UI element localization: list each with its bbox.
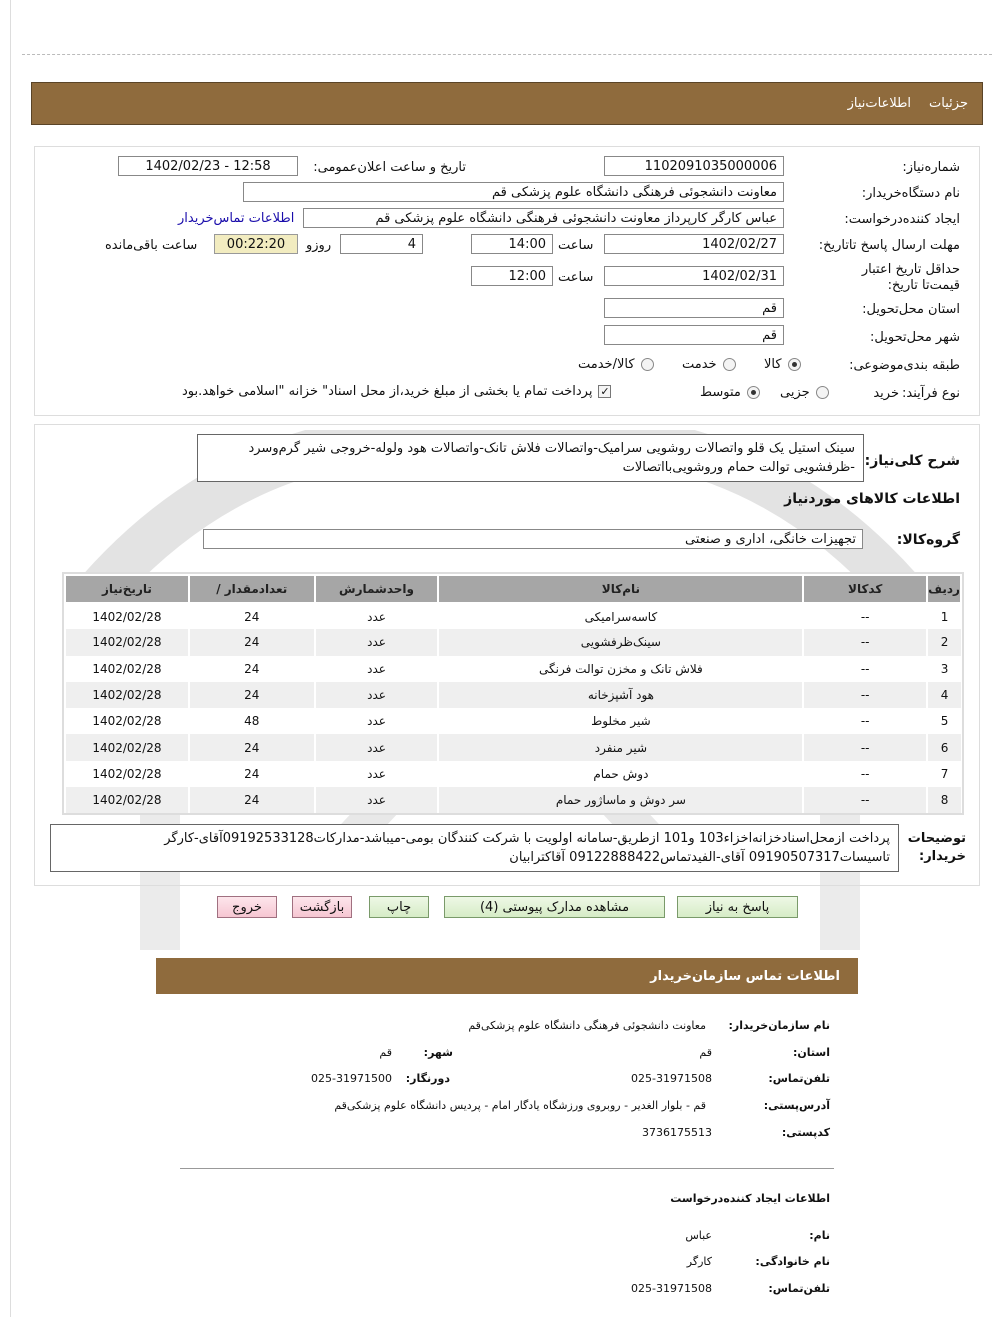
remaining-timer: 00:22:20 <box>214 234 298 254</box>
quantity: 24 <box>189 734 315 760</box>
item-code: -- <box>803 656 927 682</box>
unit: عدد <box>315 629 439 655</box>
province-contact-label: استان: <box>793 1046 830 1059</box>
category-option-both: کالا/خدمت <box>578 357 635 372</box>
summary-text: سینک استیل یک قلو واتصالات روشویی سرامیک-واتصالات فلاش تانک-واتصالات هود ولوله-خروجی شیر گرم‌وسرد -ظرفشویی توالت حمام وروشویی‌با‌اتصالات <box>248 441 855 475</box>
goods-table-wrap <box>62 572 964 815</box>
postal-label: کد‌پستی: <box>781 1126 830 1139</box>
summary-label: شرح کلی‌نیاز: <box>864 453 960 469</box>
unit: عدد <box>315 656 439 682</box>
quantity: 24 <box>189 787 315 813</box>
row-number: 5 <box>927 708 961 734</box>
buyer-field: معاونت دانشجوئی فرهنگی دانشگاه علوم پزشکی قم <box>243 182 784 202</box>
creator-section-title: اطلاعات ایجاد کننده‌درخواست <box>670 1192 830 1205</box>
need-number-field: 1102091035000006 <box>604 156 784 176</box>
goods-title: اطلاعات کالاهای موردنیاز <box>784 491 960 507</box>
process-buy: خرید <box>873 386 899 401</box>
table-row <box>65 682 961 708</box>
unit: عدد <box>315 682 439 708</box>
org-label: نام سازمان‌خریدار: <box>728 1019 830 1032</box>
need-date: 1402/02/28 <box>65 603 189 629</box>
col-date: تاریخ‌نیاز <box>65 575 189 603</box>
notes-box <box>50 824 899 872</box>
category-option-goods: کالا <box>764 357 782 372</box>
process-radio-medium[interactable] <box>700 385 760 400</box>
process-radio-minor[interactable] <box>780 385 829 400</box>
table-row <box>65 708 961 734</box>
col-code: کدکالا <box>803 575 927 603</box>
fax-label: دورنگار: <box>405 1072 450 1085</box>
radio-icon[interactable] <box>723 358 736 371</box>
name-label: نام: <box>809 1229 830 1242</box>
city-contact-label: شهر: <box>423 1046 453 1059</box>
goods-table-body <box>65 603 961 813</box>
item-name: کاسه‌سرامیکی <box>438 603 803 629</box>
table-row <box>65 787 961 813</box>
tab-details[interactable]: جزئیات <box>929 96 968 111</box>
family-label: نام خانوادگی: <box>755 1255 830 1268</box>
item-name: شیر منفرد <box>438 734 803 760</box>
radio-icon[interactable] <box>747 386 760 399</box>
remaining-label: ساعت باقی‌مانده <box>105 238 198 253</box>
row-number: 7 <box>927 761 961 787</box>
unit: عدد <box>315 761 439 787</box>
address-value: قم - بلوار الغدیر - روبروی ورزشگاه یادگار امام - پردیس دانشگاه علوم پزشکی‌قم <box>334 1099 706 1112</box>
need-date: 1402/02/28 <box>65 629 189 655</box>
phone-value: 025-31971508 <box>631 1072 712 1085</box>
family-value: کارگر <box>686 1255 712 1268</box>
process-option-minor: جزیی <box>780 385 810 400</box>
item-code: -- <box>803 603 927 629</box>
checkmark-icon[interactable]: ✓ <box>600 385 610 398</box>
col-row: ردیف <box>927 575 961 603</box>
validity-time-label: ساعت <box>558 270 594 285</box>
row-number: 8 <box>927 787 961 813</box>
reply-button[interactable]: پاسخ به نیاز <box>677 896 798 918</box>
col-qty: تعدادمقدار / <box>189 575 315 603</box>
item-code: -- <box>803 629 927 655</box>
left-border-line <box>10 0 11 1317</box>
category-radio-service[interactable] <box>682 357 736 372</box>
city-label: شهر محل‌تحویل: <box>870 330 960 345</box>
need-date: 1402/02/28 <box>65 656 189 682</box>
radio-icon[interactable] <box>816 386 829 399</box>
buyer-contact-link[interactable]: اطلاعات تماس‌خریدار <box>178 211 295 226</box>
creator-label: ایجاد کننده‌درخواست: <box>844 212 960 227</box>
buyer-label: نام دستگاه‌خریدار: <box>861 186 960 201</box>
quantity: 24 <box>189 629 315 655</box>
row-number: 1 <box>927 603 961 629</box>
table-row <box>65 629 961 655</box>
item-code: -- <box>803 682 927 708</box>
page-header <box>31 82 983 125</box>
city-contact-value: قم <box>379 1046 392 1059</box>
group-label: گروه‌کالا: <box>896 532 960 548</box>
item-code: -- <box>803 761 927 787</box>
row-number: 2 <box>927 629 961 655</box>
need-date: 1402/02/28 <box>65 761 189 787</box>
days-field: 4 <box>340 234 423 254</box>
category-radio-goods[interactable] <box>764 357 801 372</box>
province-field: قم <box>604 298 784 318</box>
unit: عدد <box>315 787 439 813</box>
item-name: سر دوش و ماساژور حمام <box>438 787 803 813</box>
province-label: استان محل‌تحویل: <box>862 302 960 317</box>
summary-box <box>197 434 864 482</box>
radio-icon[interactable] <box>788 358 801 371</box>
row-number: 3 <box>927 656 961 682</box>
print-button[interactable]: چاپ <box>369 896 429 918</box>
tab-need-info[interactable]: اطلاعات‌نیاز <box>847 96 912 111</box>
row-number: 4 <box>927 682 961 708</box>
postal-value: 3736175513 <box>642 1126 712 1139</box>
quantity: 24 <box>189 656 315 682</box>
address-label: آدرس‌پستی: <box>763 1099 830 1112</box>
table-header-row <box>65 575 961 603</box>
need-date: 1402/02/28 <box>65 734 189 760</box>
quantity: 24 <box>189 603 315 629</box>
announce-value: 1402/02/23 - 12:58 <box>145 158 271 174</box>
exit-button[interactable]: خروج <box>217 896 277 918</box>
need-date: 1402/02/28 <box>65 787 189 813</box>
unit: عدد <box>315 734 439 760</box>
process-option-medium: متوسط <box>700 385 741 400</box>
need-date: 1402/02/28 <box>65 708 189 734</box>
validity-time-field: 12:00 <box>471 266 553 286</box>
notes-text: پرداخت ازمحل‌اسنادخزانه‌اخزاء103 و101 ازطریق-سامانه اولویت با شرکت کنندگان بومی-میباشد-مدارکات09192533128آقای-کارگر تاسیسات09190507317 آقای-الفیدتماس09122888422 آقاکترابیان <box>164 831 890 865</box>
attachments-button[interactable]: مشاهده مدارک پیوستی (4) <box>444 896 665 918</box>
category-option-service: خدمت <box>682 357 717 372</box>
category-radio-both[interactable] <box>578 357 654 372</box>
quantity: 48 <box>189 708 315 734</box>
contact-title: اطلاعات تماس سازمان‌خریدار <box>650 968 840 984</box>
need-number-label: شماره‌نیاز: <box>902 160 960 175</box>
notes-label: توضیحات خریدار: <box>907 831 966 864</box>
process-label: نوع فرآیند: <box>902 386 960 401</box>
table-row <box>65 603 961 629</box>
row-number: 6 <box>927 734 961 760</box>
item-name: هود آشپزخانه <box>438 682 803 708</box>
phone-label: تلفن‌تماس: <box>768 1072 830 1085</box>
item-name: سینک‌ظرفشویی <box>438 629 803 655</box>
item-code: -- <box>803 787 927 813</box>
days-label: روزو <box>306 238 332 253</box>
table-row <box>65 761 961 787</box>
announce-label: تاریخ و ساعت اعلان‌عمومی: <box>313 160 466 175</box>
creator-field: عباس کارگر کارپرداز معاونت دانشجوئی فرهنگی دانشگاه علوم پزشکی قم <box>303 208 784 228</box>
col-unit: واحدشمارش <box>315 575 439 603</box>
payment-note: پرداخت تمام یا بخشی از مبلغ خرید،از محل اسناد" خزانه "اسلامی خواهد.بود <box>182 384 593 399</box>
fax-value: 025-31971500 <box>311 1072 392 1085</box>
category-label: طبقه بندی‌موضوعی: <box>849 358 960 373</box>
payment-checkbox-row[interactable] <box>182 384 611 399</box>
org-value: معاونت دانشجوئی فرهنگی دانشگاه علوم پزشکی‌قم <box>468 1019 706 1032</box>
unit: عدد <box>315 603 439 629</box>
validity-label: حداقل تاریخ اعتبار قیمت‌تا تاریخ: <box>861 262 960 293</box>
item-code: -- <box>803 734 927 760</box>
creator-phone-label: تلفن‌تماس: <box>768 1282 830 1295</box>
quantity: 24 <box>189 682 315 708</box>
creator-phone-value: 025-31971508 <box>631 1282 712 1295</box>
table-row <box>65 734 961 760</box>
deadline-time-field: 14:00 <box>471 234 553 254</box>
col-name: نام‌کالا <box>438 575 803 603</box>
contact-divider <box>180 1168 834 1169</box>
deadline-time-label: ساعت <box>558 238 594 253</box>
item-name: شیر مخلوط <box>438 708 803 734</box>
back-button[interactable]: بازگشت <box>292 896 352 918</box>
city-field: قم <box>604 325 784 345</box>
name-value: عباس <box>685 1229 712 1242</box>
need-date: 1402/02/28 <box>65 682 189 708</box>
group-field: تجهیزات خانگی، اداری و صنعتی <box>203 529 863 549</box>
deadline-date-field: 1402/02/27 <box>604 234 784 254</box>
announce-field <box>118 156 298 176</box>
quantity: 24 <box>189 761 315 787</box>
province-contact-value: قم <box>699 1046 712 1059</box>
validity-date-field: 1402/02/31 <box>604 266 784 286</box>
deadline-label: مهلت ارسال پاسخ تا‌تاریخ: <box>818 238 960 253</box>
item-name: فلاش تانک و مخزن توالت فرنگی <box>438 656 803 682</box>
unit: عدد <box>315 708 439 734</box>
radio-icon[interactable] <box>641 358 654 371</box>
item-name: دوش حمام <box>438 761 803 787</box>
item-code: -- <box>803 708 927 734</box>
top-divider <box>22 54 992 55</box>
contact-section-header <box>156 958 858 994</box>
goods-table <box>64 574 962 813</box>
table-row <box>65 656 961 682</box>
